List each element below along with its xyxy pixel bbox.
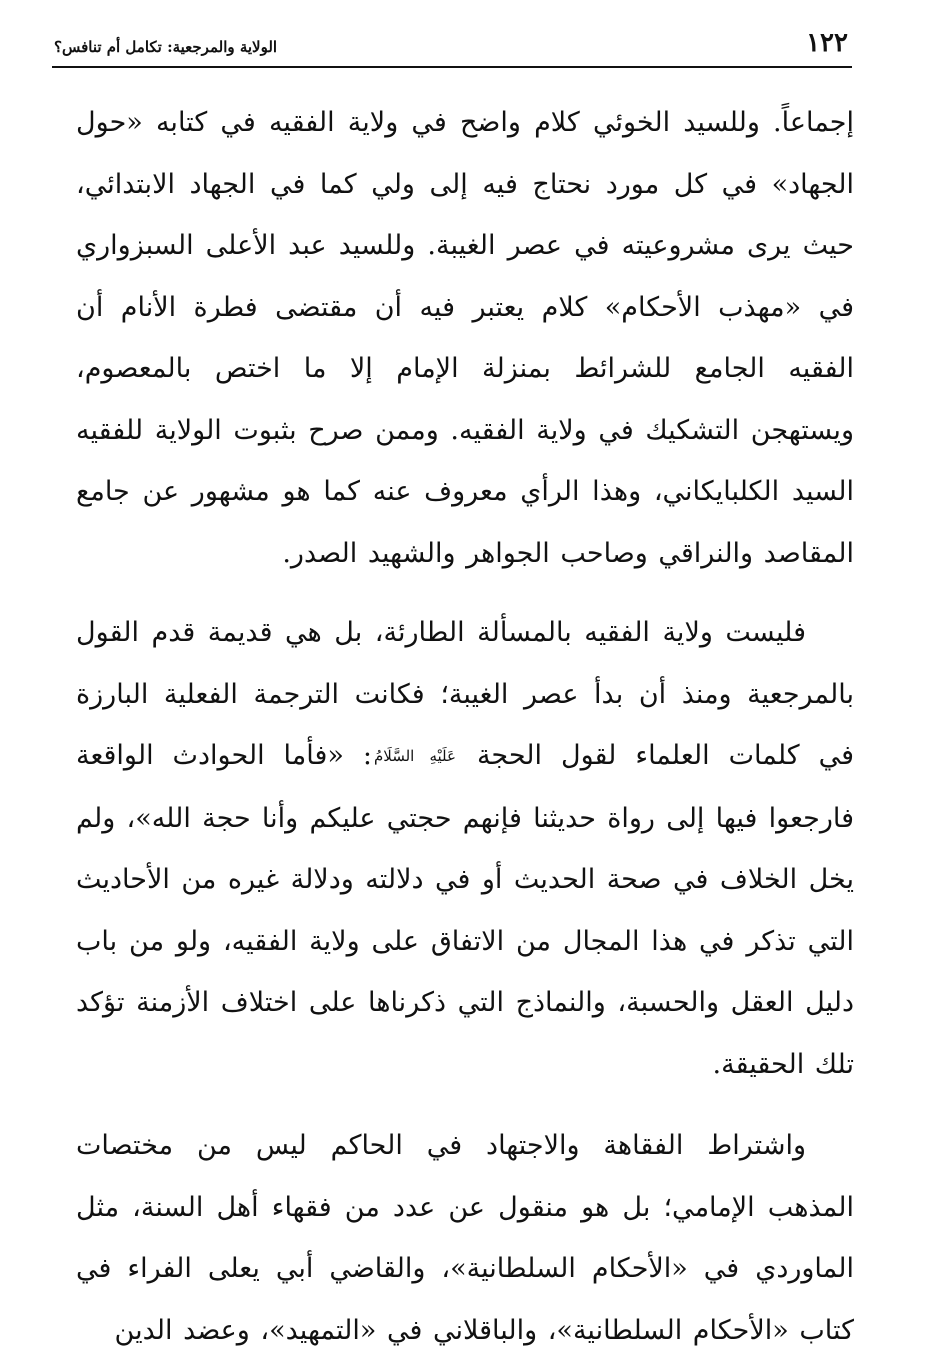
paragraph-2-part-b: : «فأما الحوادث الواقعة فارجعوا فيها إلى رواة حديثنا فإنهم حجتي عليكم وأنا حجة الله»، ولم يخل الخلاف في صحة الحديث أو في دلالته ودلالة غيره من الأحاديث التي تذكر في هذا المجال من الاتفاق على ولاية الفقيه، ولو من باب دليل العقل والحسبة، والنماذج التي ذكرناها على اختلاف الأزمنة تؤكد تلك الحقيقة. <box>76 740 854 1080</box>
page-header <box>52 24 852 70</box>
header-rule <box>52 66 852 68</box>
paragraph-gap <box>76 1095 854 1115</box>
running-title: الولاية والمرجعية: تكامل أم تنافس؟ <box>54 38 278 56</box>
paragraph-2-part-a: فليست ولاية الفقيه بالمسألة الطارئة، بل هي قديمة قدم القول بالمرجعية ومنذ أن بدأ عصر الغيبة؛ فكانت الترجمة الفعلية البارزة في كلمات العلماء لقول الحجة <box>76 617 854 771</box>
honorific-glyph: عَلَيْهِ السَّلَامُ <box>373 747 456 765</box>
page-number: ١٢٢ <box>806 28 848 58</box>
page-body <box>76 92 854 1361</box>
paragraph-2 <box>76 602 854 1095</box>
paragraph-gap <box>76 584 854 602</box>
paragraph-1: إجماعاً. وللسيد الخوئي كلام واضح في ولاية الفقيه في كتابه «حول الجهاد» في كل مورد نحتاج فيه إلى ولي كما في الجهاد الابتدائي، حيث يرى مشروعيته في عصر الغيبة. وللسيد عبد الأعلى السبزواري في «مهذب الأحكام» كلام يعتبر فيه أن مقتضى فطرة الأنام أن الفقيه الجامع للشرائط بمنزلة الإمام إلا ما اختص بالمعصوم، ويستهجن التشكيك في ولاية الفقيه. وممن صرح بثبوت الولاية للفقيه السيد الكلبايكاني، وهذا الرأي معروف عنه كما هو مشهور عن جامع المقاصد والنراقي وصاحب الجواهر والشهيد الصدر. <box>76 107 854 569</box>
paragraph-3: واشتراط الفقاهة والاجتهاد في الحاكم ليس من مختصات المذهب الإمامي؛ بل هو منقول عن عدد من فقهاء أهل السنة، مثل الماوردي في «الأحكام السلطانية»، والقاضي أبي يعلى الفراء في كتاب «الأحكام السلطانية»، والباقلاني في «التمهيد»، وعضد الدين <box>76 1130 854 1346</box>
